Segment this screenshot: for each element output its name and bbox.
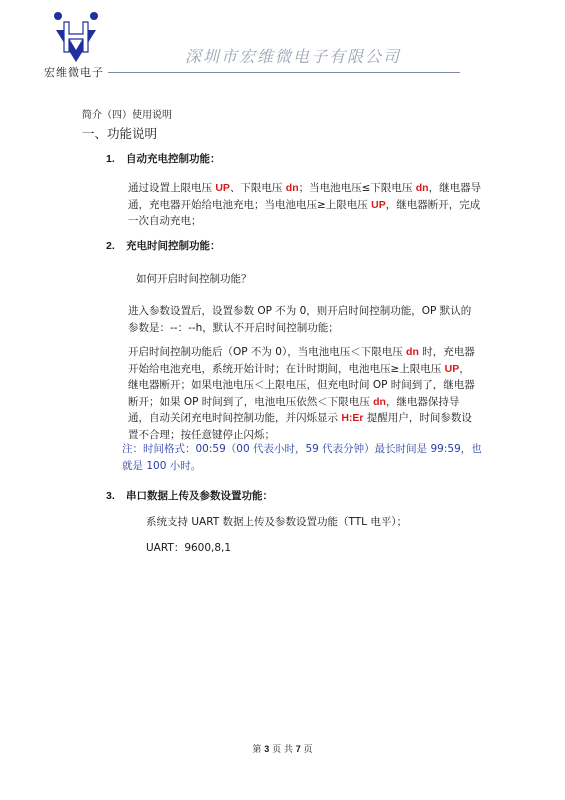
current-page-number: 3 [264, 744, 270, 754]
highlight-dn: dn [415, 182, 429, 194]
subsection-3-heading [106, 488, 273, 503]
highlight-dn: dn [285, 182, 299, 194]
op-setting-paragraph: 进入参数设置后，设置参数 OP 不为 0，则开启时间控制功能，OP 默认的参数是：--：--h，默认不开启时间控制功能； [128, 305, 472, 334]
uart-support-text: 系统支持 UART 数据上传及参数设置功能（TTL 电平）； [146, 516, 408, 528]
subsection-title: 充电时间控制功能： [126, 240, 221, 252]
time-format-note: 注：时间格式：00:59（00 代表小时，59 代表分钟）最长时间是 99:59，也就是 100 小时。 [122, 443, 482, 472]
highlight-up: UP [371, 198, 386, 211]
subsection-number: 1. [106, 153, 115, 165]
highlight-up: UP [444, 362, 460, 375]
page-footer: 第 3 页 共 7 页 [252, 744, 313, 755]
highlight-dn: dn [373, 395, 386, 408]
company-name: 深圳市宏维微电子有限公司 [185, 47, 402, 66]
subsection-number: 2. [106, 240, 115, 252]
total-pages: 7 [295, 744, 301, 754]
section-heading: 一、功能说明 [82, 126, 158, 141]
subsection-number: 3. [106, 490, 115, 502]
subsection-1-heading [106, 151, 221, 166]
subsection-2-heading [106, 238, 221, 253]
document-intro-title: 简介（四）使用说明 [82, 110, 172, 121]
company-logo [50, 8, 102, 66]
question-text: 如何开启时间控制功能？ [136, 273, 252, 285]
subsection-title: 串口数据上传及参数设置功能： [126, 490, 273, 502]
highlight-up: UP [215, 182, 230, 194]
time-control-paragraph: 开启时间控制功能后（OP 不为 0），当电池电压＜下限电压 dn 时，充电器开始给电池充电，系统开始计时；在计时期间，电池电压≥上限电压 UP，继电器断开；如果电池电压＜上限电压，但充电时间 OP 时间到了，继电器断开；如果 OP 时间到了，电池电压依然＜下限电压 dn，继电器保持导通，自动关闭充电时间控制功能，并闪烁显示 H:Er 提醒用户，时间参数设置不合理；按任意键停止闪烁； [128, 346, 475, 441]
header-divider [108, 72, 460, 73]
logo-dot-left [54, 12, 62, 20]
highlight-dn: dn [406, 346, 419, 358]
subsection-title: 自动充电控制功能： [126, 153, 221, 165]
logo-h-shape [64, 22, 88, 52]
auto-charge-paragraph: 通过设置上限电压 UP、下限电压 dn；当电池电压≤下限电压 dn，继电器导通，充电器开始给电池充电；当电池电压≥上限电压 UP，继电器断开，完成一次自动充电； [128, 182, 482, 227]
logo-caption: 宏维微电子 [44, 66, 104, 79]
logo-dot-right [90, 12, 98, 20]
highlight-her: H:Er [341, 412, 364, 424]
uart-config-text: UART：9600,8,1 [146, 542, 232, 554]
